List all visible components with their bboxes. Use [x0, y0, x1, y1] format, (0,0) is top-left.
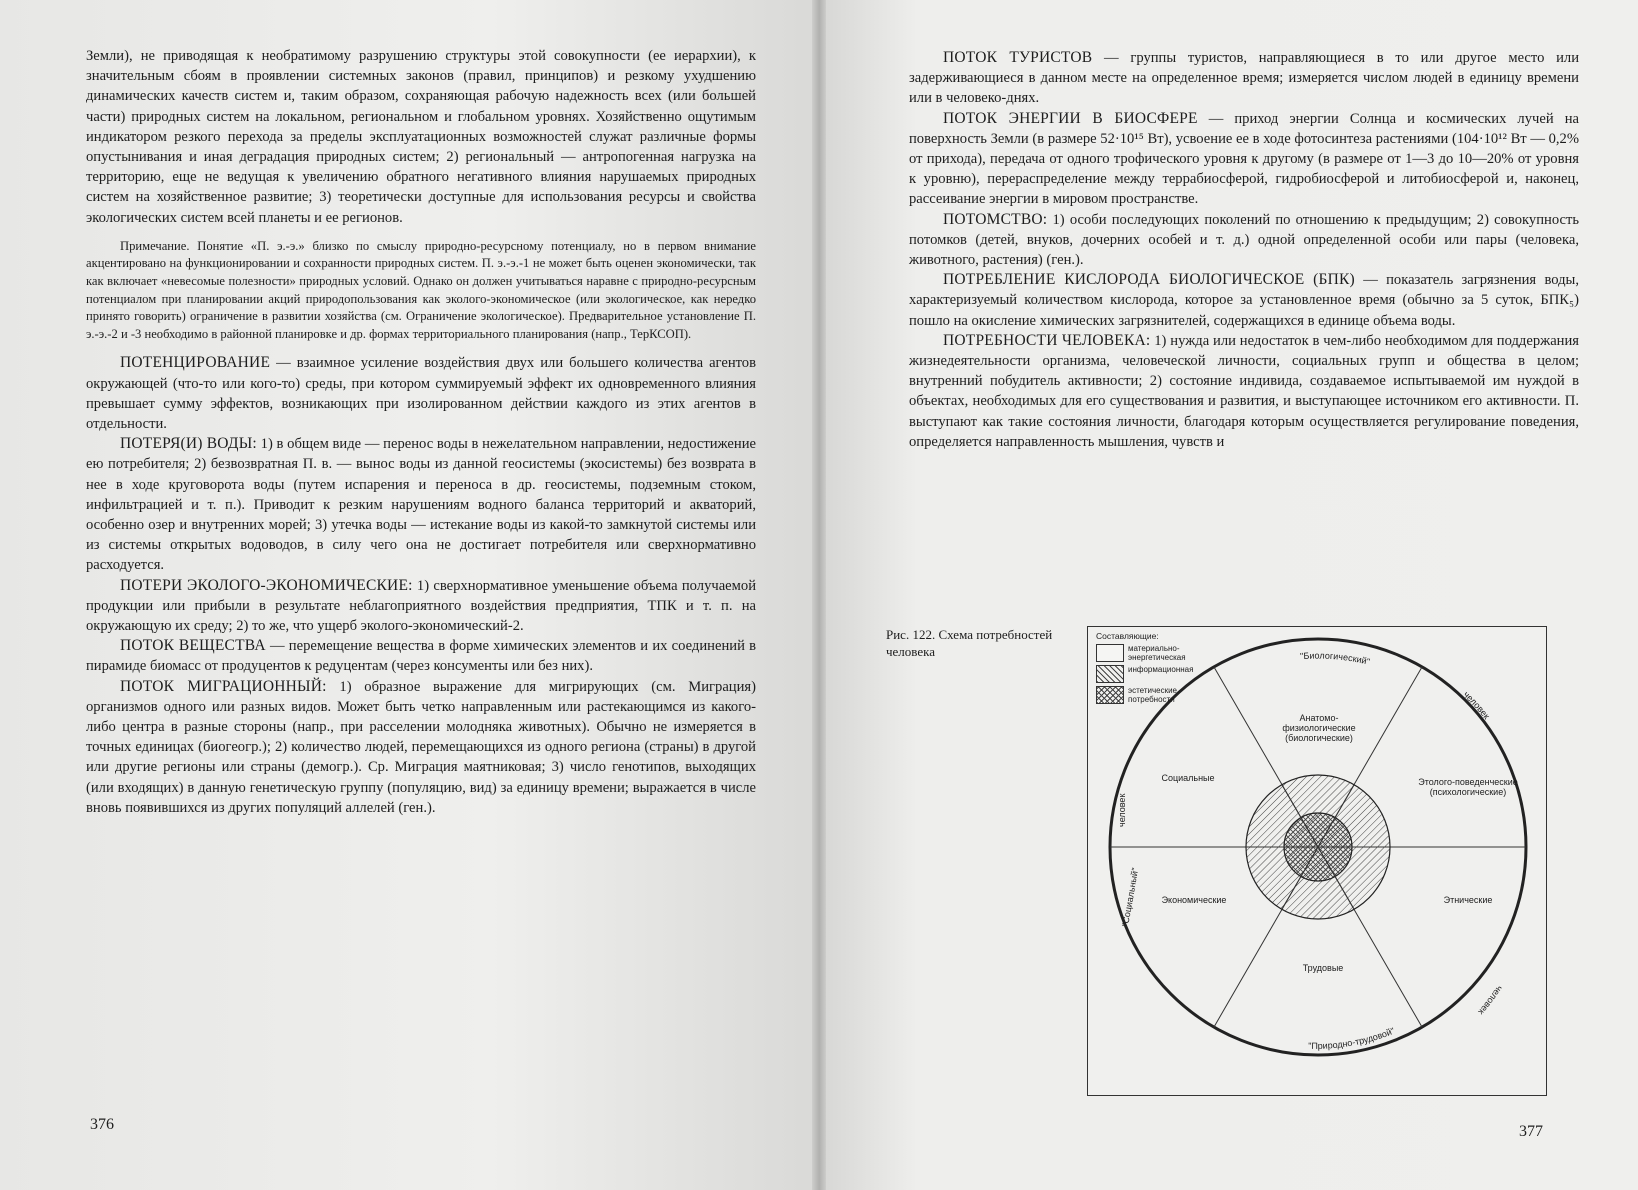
- page-number-right: 377: [1519, 1123, 1543, 1140]
- sector-label-biological: Анатомо-физиологические (биологические): [1282, 713, 1356, 743]
- sector-label-social: Социальные: [1161, 773, 1215, 783]
- right-text-column: [909, 48, 1579, 452]
- entry-body: 1) особи последующих поколений по отношению к предыдущим; 2) совокупность потомков (детей, внуков, дочерних особей и т. д.) одной определенной особи или пары (человека, животного, растения) (ген.).: [909, 211, 1579, 269]
- entry-headword: ПОТЕРЯ(И) ВОДЫ:: [120, 435, 257, 453]
- entry-potentsirovanie: [86, 353, 756, 434]
- entry-headword: ПОТЕНЦИРОВАНИЕ: [120, 354, 271, 372]
- legend-label: эстетические потребности: [1128, 686, 1178, 704]
- entry-poteri-vody: [86, 434, 756, 575]
- legend-item: [1096, 644, 1208, 662]
- legend-label: материально-энергетическая: [1128, 644, 1186, 662]
- legend-swatch-hatched: [1096, 665, 1124, 683]
- svg-text:"Природно-трудовой": [1308, 1026, 1396, 1051]
- needs-diagram: [1087, 626, 1547, 1096]
- entry-body: 1) в общем виде — перенос воды в нежелательном направлении, недостижение ею потребителя; 2) безвозвратная П. в. — вынос воды из данной геосистемы (экосистемы) без возврата в нее в ходе круговорота воды (путем испарения и переноса в др. геосистемы, подземным стоком, инфильтрацией и т. п.). Приводит к резким нарушениям водного баланса территорий и акваторий, особенно озер и внутренних морей; 3) утечка воды — истекание воды из какой-то замкнутой системы или из системы открытых водоводов, в силу чего она не достигает потребителя или сверхнормативно расходуется.: [86, 436, 756, 574]
- diagram-legend: [1096, 631, 1208, 704]
- entry-headword: ПОТОК ВЕЩЕСТВА: [120, 637, 266, 655]
- figure-caption: Рис. 122. Схема потребностей человека: [886, 627, 1053, 659]
- arc-label: "Социальный": [1120, 867, 1141, 928]
- entry-body: 1) сверхнормативное уменьшение объема получаемой продукции или прибыли в результате неблагоприятного воздействия предприятия, ТПК и т. п. на окружающую их среду; 2) то же, что ущерб эколого-экономический-2.: [86, 577, 757, 635]
- entry-body: 1) нужда или недостаток в чем-либо необходимом для поддержания жизнедеятельности организма, человеческой личности, социальных групп и общества в целом; внутренний побудитель активности; 2) состояние индивида, создаваемое испытываемой им нуждой в объектах, необходимых для его существования и развития, и выступающее источником его активности. П. выступают как такие состояния личности, благодаря которым осуществляется регулирование поведения, определяется направленность мышления, чувств и: [909, 332, 1580, 450]
- legend-item: [1096, 665, 1208, 683]
- arc-label: человек: [1476, 983, 1505, 1017]
- legend-swatch-plain: [1096, 644, 1124, 662]
- entry-potok-turistov: [909, 48, 1579, 109]
- entry-headword: ПОТРЕБНОСТИ ЧЕЛОВЕКА:: [943, 331, 1151, 349]
- legend-title: Составляющие:: [1096, 631, 1159, 641]
- entry-poteri-ekol-ekon: [86, 576, 756, 637]
- entry-headword: ПОТОК МИГРАЦИОННЫЙ:: [120, 677, 327, 695]
- note-paragraph: Примечание. Понятие «П. э.-э.» близко по смыслу природно-ресурсному потенциалу, но в первом внимание акцентировано на функционировании и сохранности природных систем. П. э.-э.-1 не может быть оценен экономически, так как включает «невесомые полезности» природных условий. Однако он должен учитываться наравне с природно-ресурсным потенциалом при планировании акций природопользования как эколого-экономическое (или экологическое, как нередко принято говорить) ограничение в развитии хозяйства (см. Ограничение экологическое). Предварительное установление П. э.-э.-2 и -3 необходимо в районной планировке и др. формах территориального планирования (напр., ТерКСОП).: [86, 238, 756, 341]
- entry-body: — показатель загрязнения воды, характеризуемый количеством кислорода, которое за установленное время (обычно за 5 суток, БПК₅) пошло на окисление химических загрязнителей, содержащихся в единице объема воды.: [909, 272, 1579, 329]
- book-gutter: [812, 0, 826, 1190]
- entry-body: — приход энергии Солнца и космических лучей на поверхность Земли (в размере 52·10¹⁵ Вт), усвоение ее в ходе фотосинтеза растениями (104·10¹² Вт — 0,2% от прихода), передача от одного трофического уровня к другому (в размере от 1—3 до 10—20% от уровня к уровню), перераспределение между террабиосферой, гидробиосферой и литобиосферой и, наконец, рассеивание энергии в мировом пространстве.: [909, 110, 1579, 208]
- sector-label-ethological: Этолого-поведенческие (психологические): [1418, 777, 1518, 797]
- entry-body: — перемещение вещества в форме химических элементов и их соединений в пирамиде биомасс от продуцентов к редуцентам (через консументы или без них).: [86, 638, 757, 675]
- entry-potok-migratsionnyi: [86, 677, 756, 818]
- entry-body: — взаимное усиление воздействия двух или большего количества агентов окружающей (что-то или кого-то) среды, при котором суммируемый эффект их одновременного влияния превышает сумму эффектов, возникающих при изолированном действии каждого из этих агентов в отдельности.: [86, 355, 756, 432]
- sector-label-ethnic: Этнические: [1443, 895, 1493, 905]
- entry-body: 1) образное выражение для мигрирующих (см. Миграция) организмов одного или разных видов. Может быть четко направленным или растекающимся из какого-либо центра в разные стороны (напр., при расселении молодняка животных). Обычно не измеряется в точных единицах (биогеогр.); 2) количество людей, перемещающихся из одного региона (страны) в другой или другие регионы или страны (демогр.). Ср. Миграция маятниковая; 3) число генотипов, выходящих (или входящих) в данную генетическую группу (популяцию, вид) за единицу времени; выражается в числе вновь появившихся из других популяций аллелей (ген.).: [86, 678, 756, 816]
- entry-potok-energii: [909, 109, 1579, 210]
- sector-label-labor: Трудовые: [1302, 963, 1344, 973]
- arc-label: человек: [1117, 793, 1127, 827]
- sector-label-economic: Экономические: [1161, 895, 1227, 905]
- entry-headword: ПОТОК ЭНЕРГИИ В БИОСФЕРЕ: [943, 109, 1198, 127]
- right-page: [819, 0, 1638, 1190]
- entry-bpk: [909, 270, 1579, 331]
- entry-headword: ПОТОК ТУРИСТОВ: [943, 49, 1093, 66]
- entry-body: — группы туристов, направляющиеся в то или другое место или задерживающиеся в данном месте на определенное время; измеряется числом людей в единицу времени или в человеко-днях.: [909, 50, 1579, 107]
- entry-headword: ПОТЕРИ ЭКОЛОГО-ЭКОНОМИЧЕСКИЕ:: [120, 576, 413, 594]
- arc-label: человек: [1461, 689, 1492, 722]
- entry-headword: ПОТОМСТВО:: [943, 210, 1048, 228]
- entry-potok-veshchestva: [86, 636, 756, 676]
- svg-text:человек: [1461, 689, 1491, 721]
- legend-swatch-crosshatched: [1096, 686, 1124, 704]
- legend-label: информационная: [1128, 665, 1194, 674]
- arc-label: "Биологический": [1299, 650, 1371, 667]
- entry-potrebnosti: [909, 331, 1579, 452]
- entry-headword: ПОТРЕБЛЕНИЕ КИСЛОРОДА БИОЛОГИЧЕСКОЕ (БПК): [943, 271, 1355, 289]
- entry-continuation: Земли), не приводящая к необратимому разрушению структуры этой совокупности (ее иерархии), к значительным сбоям в проявлении системных законов (правил, принципов) и резкому ухудшению динамических качеств систем и, таким образом, сохраняющая рабочую надежность всех (или большей части) природных систем на локальном, региональном и глобальном уровнях. Хозяйственно ощутимым индикатором резкого перехода за пределы эксплуатационных возможностей служат различные формы опустынивания и иная деградация природных систем; 2) региональный — антропогенная нагрузка на территорию, еще не ведущая к увеличению обратного негативного влияния нарушаемых природных систем на хозяйственное развитие; 3) теоретически доступные для использования ресурсы и свойства экологических систем всей планеты и ее регионов.: [86, 48, 756, 226]
- svg-text:"Биологический": [1300, 651, 1371, 667]
- page-number-left: 376: [90, 1116, 114, 1133]
- entry-potomstvo: [909, 210, 1579, 271]
- left-text-column: [86, 46, 756, 818]
- arc-label: "Природно-трудовой": [1308, 1025, 1397, 1051]
- legend-item: [1096, 686, 1208, 704]
- svg-text:человек: [1476, 984, 1504, 1017]
